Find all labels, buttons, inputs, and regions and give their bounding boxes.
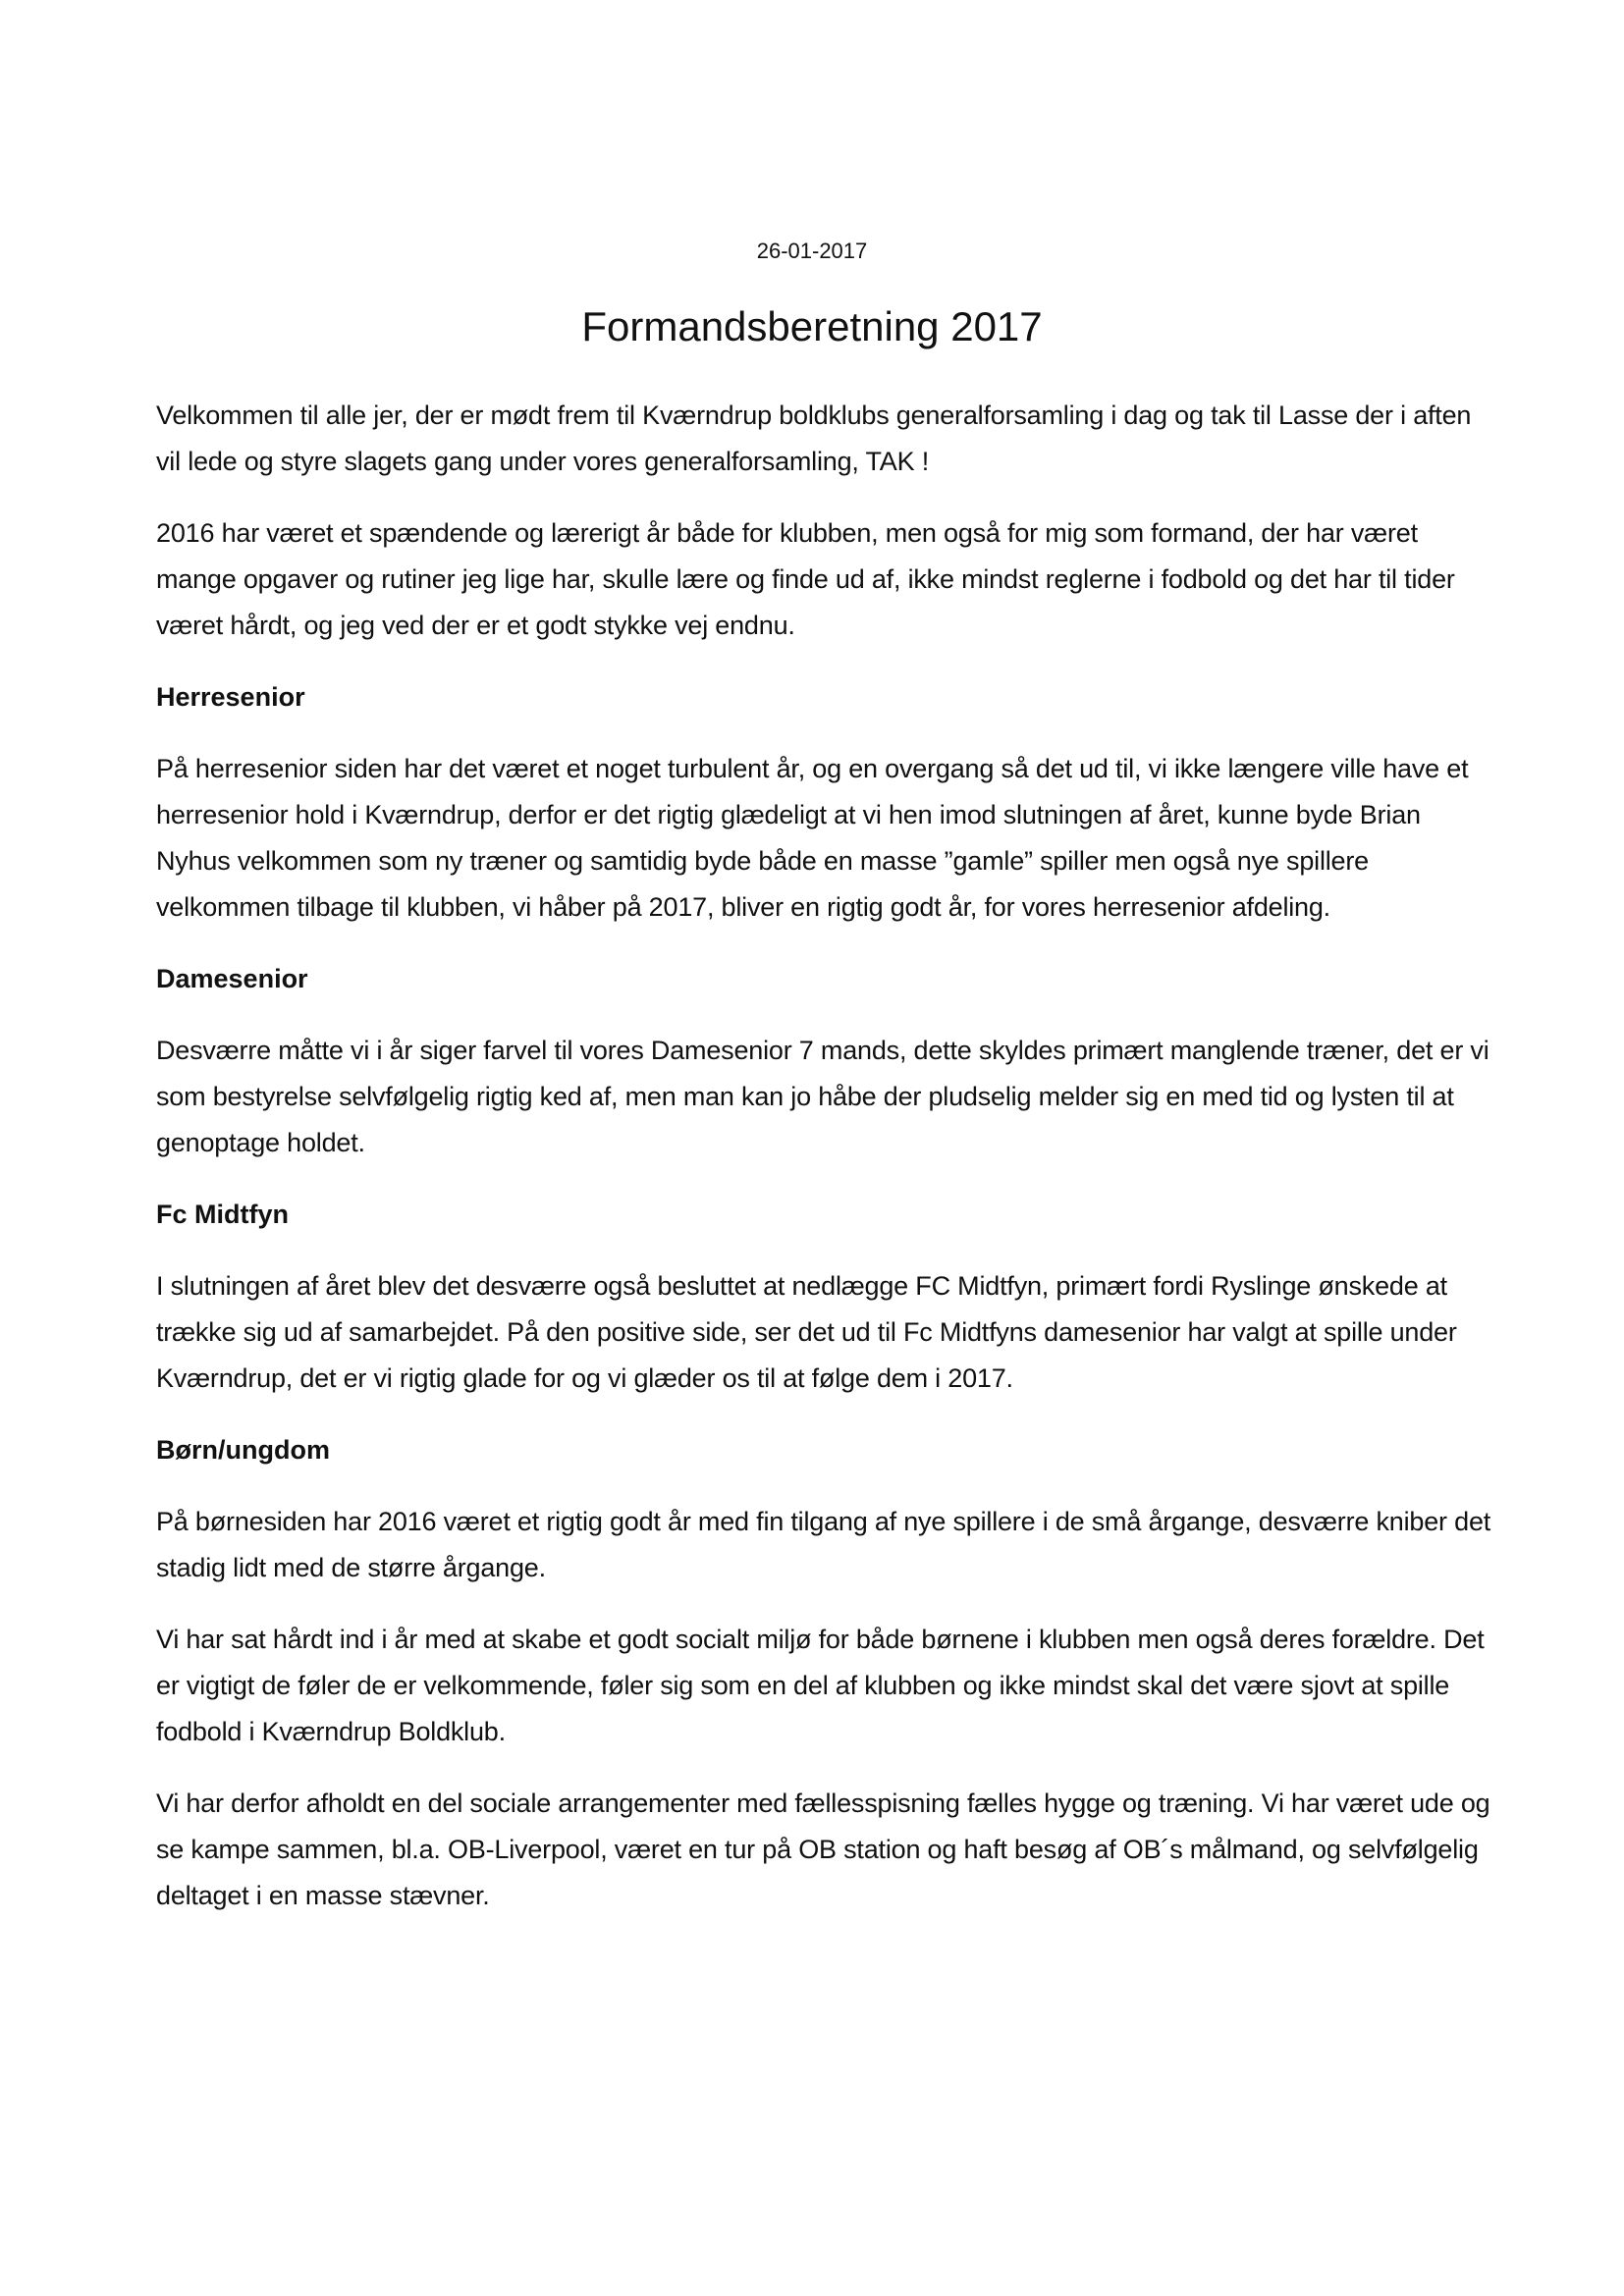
section-paragraph-fc-midtfyn: I slutningen af året blev det desværre også besluttet at nedlægge FC Midtfyn, primært fordi Ryslinge ønskede at trække sig ud af samarbejdet. På den positive side, ser det ud til Fc Midtfyns damesenior har valgt at spille under Kværndrup, det er vi rigtig glade for og vi glæder os til at følge dem i 2017.	[156, 1271, 1457, 1393]
intro-paragraph-2: 2016 har været et spændende og lærerigt år både for klubben, men også for mig som formand, der har været mange opgaver og rutiner jeg lige har, skulle lære og finde ud af, ikke mindst reglerne i fodbold og det har til tider været hårdt, og jeg ved der er et godt stykke vej endnu.	[156, 518, 1455, 640]
section-heading-herresenior: Herresenior	[156, 682, 305, 712]
document-date: 26-01-2017	[756, 239, 868, 263]
section-paragraph-born-ungdom-2: Vi har sat hårdt ind i år med at skabe et godt socialt miljø for både børnene i klubben men også deres forældre. Det er vigtigt de føler de er velkommende, føler sig som en del af klubben og ikke mindst skal det være sjovt at spille fodbold i Kværndrup Boldklub.	[156, 1625, 1485, 1746]
section-heading-born-ungdom: Børn/ungdom	[156, 1435, 330, 1465]
section-paragraph-damesenior: Desværre måtte vi i år siger farvel til vores Damesenior 7 mands, dette skyldes primært manglende træner, det er vi som bestyrelse selvfølgelig rigtig ked af, men man kan jo håbe der pludselig melder sig en med tid og lysten til at genoptage holdet.	[156, 1036, 1489, 1157]
section-paragraph-born-ungdom-1: På børnesiden har 2016 været et rigtig godt år med fin tilgang af nye spillere i de små årgange, desværre kniber det stadig lidt med de større årgange.	[156, 1507, 1491, 1582]
document-title: Formandsberetning 2017	[581, 303, 1043, 349]
section-heading-damesenior: Damesenior	[156, 964, 308, 993]
section-paragraph-born-ungdom-3: Vi har derfor afholdt en del sociale arrangementer med fællesspisning fælles hygge og træning. Vi har været ude og se kampe sammen, bl.a. OB-Liverpool, været en tur på OB station og haft besøg af OB´s målmand, og selvfølgelig deltaget i en masse stævner.	[156, 1789, 1490, 1910]
intro-paragraph-1: Velkommen til alle jer, der er mødt frem til Kværndrup boldklubs generalforsamling i dag og tak til Lasse der i aften vil lede og styre slagets gang under vores generalforsamling, TAK !	[156, 400, 1472, 476]
document-body	[156, 393, 1491, 1945]
section-paragraph-herresenior: På herresenior siden har det været et noget turbulent år, og en overgang så det ud til, vi ikke længere ville have et herresenior hold i Kværndrup, derfor er det rigtig glædeligt at vi hen imod slutningen af året, kunne byde Brian Nyhus velkommen som ny træner og samtidig byde både en masse ”gamle” spiller men også nye spillere velkommen tilbage til klubben, vi håber på 2017, bliver en rigtig godt år, for vores herresenior afdeling.	[156, 754, 1469, 922]
section-heading-fc-midtfyn: Fc Midtfyn	[156, 1200, 289, 1229]
